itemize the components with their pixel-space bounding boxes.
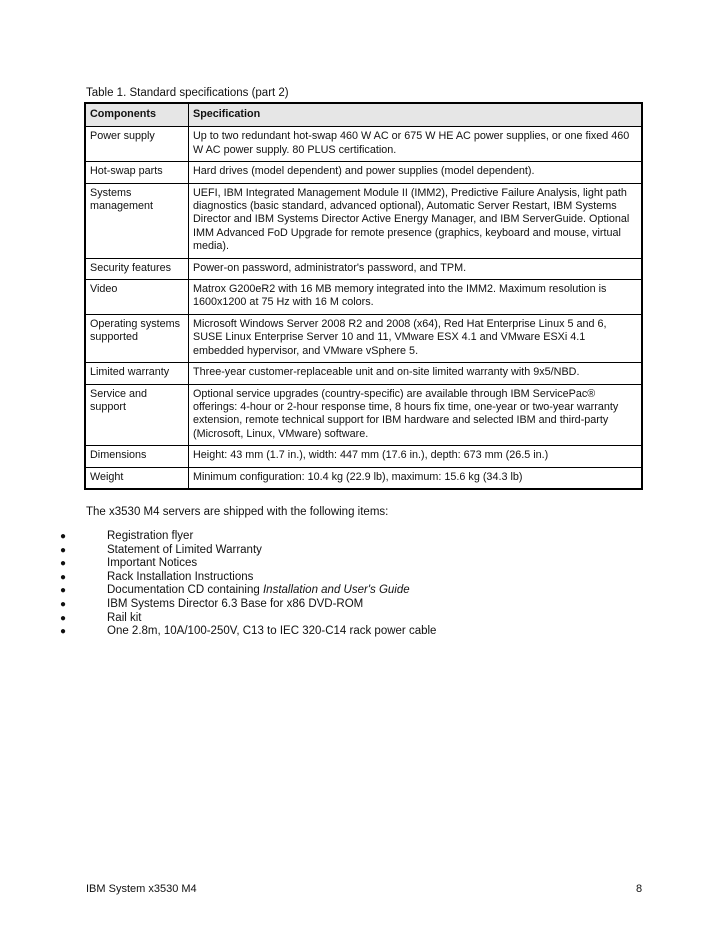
component-cell: Operating systems supported <box>85 314 189 362</box>
component-cell: Hot-swap parts <box>85 162 189 183</box>
table-row <box>85 258 642 279</box>
shipped-items-intro: The x3530 M4 servers are shipped with the following items: <box>86 506 389 518</box>
list-item <box>0 530 600 544</box>
list-item <box>0 598 600 612</box>
specification-cell: Optional service upgrades (country-specific) are available through IBM ServicePac® offerings: 4-hour or 2-hour response time, 8 hours fix time, one-year or two-year warranty extension, remote technical support for IBM hardware and selected IBM and third-party (Microsoft, Linux, VMware) software. <box>189 384 643 446</box>
shipped-items-list <box>0 530 600 639</box>
specification-cell: UEFI, IBM Integrated Management Module II (IMM2), Predictive Failure Analysis, light path diagnostics (basic standard, advanced optional), Automatic Server Restart, IBM Systems Director and IBM Systems Director Active Energy Manager, and IBM ServerGuide. Optional IMM Advanced FoD Upgrade for remote presence (graphics, keyboard and mouse, virtual media). <box>189 183 643 258</box>
list-item-text: Rack Installation Instructions <box>107 570 254 583</box>
bullet-icon: ● <box>59 626 67 638</box>
table-row <box>85 127 642 162</box>
specification-cell: Microsoft Windows Server 2008 R2 and 2008 (x64), Red Hat Enterprise Linux 5 and 6, SUSE Linux Enterprise Server 10 and 11, VMware ESX 4.1 and VMware ESXi 4.1 embedded hypervisor, and VMware vSphere 5. <box>189 314 643 362</box>
bullet-icon: ● <box>59 598 67 610</box>
bullet-icon: ● <box>59 558 67 570</box>
table-row <box>85 183 642 258</box>
specification-cell: Hard drives (model dependent) and power supplies (model dependent). <box>189 162 643 183</box>
table-header-row <box>85 103 642 127</box>
bullet-icon: ● <box>59 544 67 556</box>
component-cell: Service and support <box>85 384 189 446</box>
list-item <box>0 557 600 571</box>
component-cell: Limited warranty <box>85 363 189 384</box>
bullet-icon: ● <box>59 531 67 542</box>
table-row <box>85 363 642 384</box>
table-caption: Table 1. Standard specifications (part 2) <box>86 87 289 99</box>
component-cell: Dimensions <box>85 446 189 467</box>
table-row <box>85 467 642 489</box>
list-item-text: One 2.8m, 10A/100-250V, C13 to IEC 320-C14 rack power cable <box>107 625 437 638</box>
list-item <box>0 625 600 639</box>
bullet-icon: ● <box>59 612 67 624</box>
specification-cell: Power-on password, administrator's password, and TPM. <box>189 258 643 279</box>
table-row <box>85 280 642 315</box>
list-item-text: Documentation CD containing <box>107 584 263 597</box>
component-cell: Security features <box>85 258 189 279</box>
list-item-italic-text: Installation and User's Guide <box>262 584 410 597</box>
list-item-text: IBM Systems Director 6.3 Base for x86 DVD-ROM <box>107 597 364 610</box>
page-number: 8 <box>636 883 643 895</box>
table-row <box>85 384 642 446</box>
specification-cell: Minimum configuration: 10.4 kg (22.9 lb), maximum: 15.6 kg (34.3 lb) <box>189 467 643 489</box>
list-item <box>0 584 600 598</box>
column-header-components: Components <box>85 103 189 127</box>
specification-cell: Matrox G200eR2 with 16 MB memory integrated into the IMM2. Maximum resolution is 1600x1200 at 75 Hz with 16 M colors. <box>189 280 643 315</box>
bullet-icon: ● <box>59 585 67 597</box>
list-item-text: Important Notices <box>107 557 198 570</box>
table-row <box>85 162 642 183</box>
component-cell: Systems management <box>85 183 189 258</box>
component-cell: Weight <box>85 467 189 489</box>
specifications-table <box>84 102 643 490</box>
list-item-text: Rail kit <box>107 611 142 624</box>
specification-cell: Up to two redundant hot-swap 460 W AC or 675 W HE AC power supplies, or one fixed 460 W AC power supply. 80 PLUS certification. <box>189 127 643 162</box>
list-item <box>0 571 600 585</box>
component-cell: Power supply <box>85 127 189 162</box>
table-row <box>85 446 642 467</box>
list-item <box>0 612 600 626</box>
list-item <box>0 544 600 558</box>
specification-cell: Three-year customer-replaceable unit and on-site limited warranty with 9x5/NBD. <box>189 363 643 384</box>
table-row <box>85 314 642 362</box>
column-header-specification: Specification <box>189 103 643 127</box>
footer-title: IBM System x3530 M4 <box>86 883 197 895</box>
component-cell: Video <box>85 280 189 315</box>
table-body <box>85 127 642 489</box>
list-item-text: Statement of Limited Warranty <box>107 543 262 556</box>
bullet-icon: ● <box>59 571 67 583</box>
list-item-text: Registration flyer <box>107 530 194 542</box>
specification-cell: Height: 43 mm (1.7 in.), width: 447 mm (17.6 in.), depth: 673 mm (26.5 in.) <box>189 446 643 467</box>
